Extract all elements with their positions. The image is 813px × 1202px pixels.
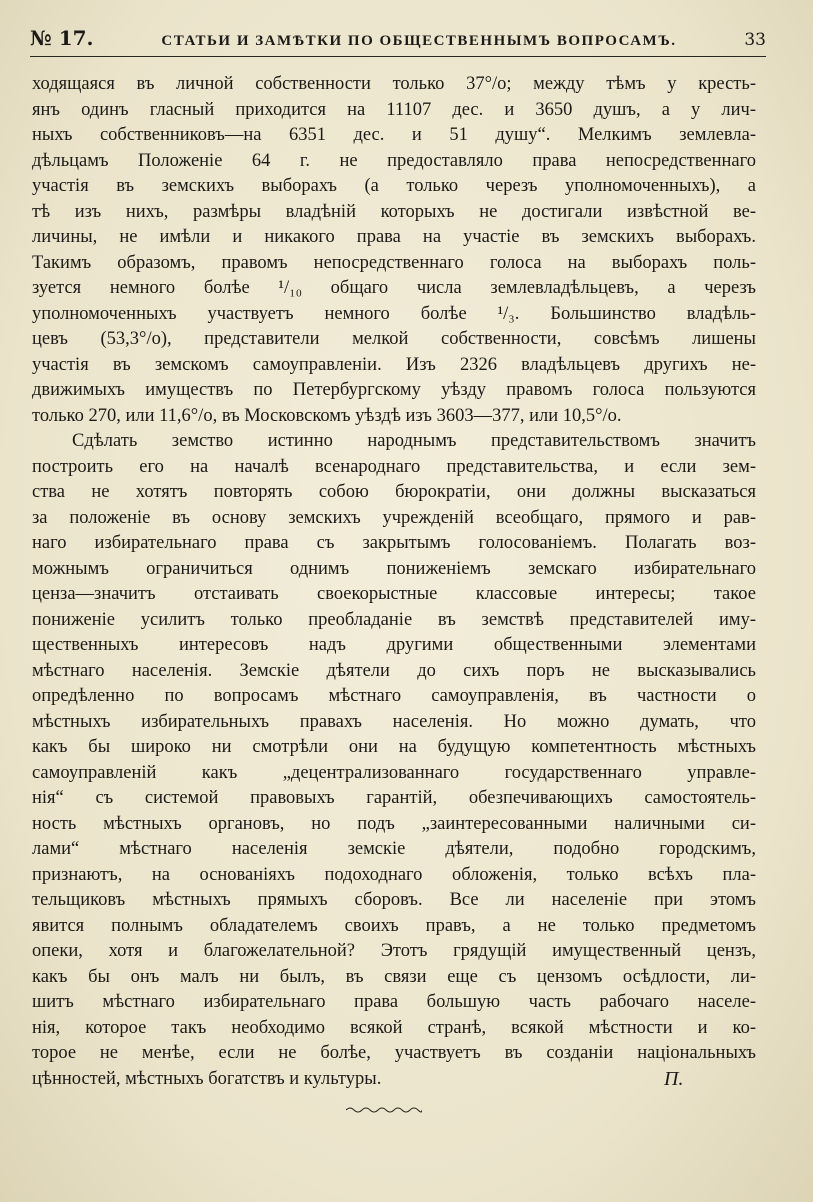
text-line: признаютъ, на основаніяхъ подоходнаго обложенія, только всѣхъ пла- [32,864,756,885]
text-line: цевъ (53,3°/о), представители мелкой собственности, совсѣмъ лишены [32,329,756,349]
text-line: янъ одинъ гласный приходится на 11107 дес. и 3650 душъ, а у лич- [32,99,756,120]
text-line: мѣстныхъ избирательныхъ правахъ населенія. Но можно думать, что [32,711,756,732]
paragraph-2 [32,429,756,1092]
text-line: щественныхъ интересовъ надъ другими общественными элементами [32,635,756,655]
text-line: какъ бы онъ малъ ни былъ, въ связи еще съ цензомъ осѣдлости, ли- [32,966,756,987]
text-line: зуется немного болѣе ¹/₁₀ общаго числа землевладѣльцевъ, а черезъ [32,278,756,298]
text-line: уполномоченныхъ участвуетъ немного болѣе ¹/₃. Большинство владѣль- [32,303,756,324]
page-number: 33 [744,30,766,50]
text-line: только 270, или 11,6°/о, въ Московскомъ уѣздѣ изъ 3603—377, или 10,5°/о. [32,405,622,426]
article-body [32,72,756,1092]
issue-number: № 17. [30,26,94,50]
author-signature: П. [664,1068,684,1090]
text-line: ныхъ собственниковъ—на 6351 дес. и 51 душу“. Мелкимъ землевла- [32,125,756,145]
text-line: опредѣленно по вопросамъ мѣстнаго самоуправленія, въ частности о [32,686,756,706]
text-line: ходящаяся въ личной собственности только 37°/о; между тѣмъ у кресть- [32,74,756,94]
text-line: самоуправленій какъ „децентрализованнаго государственнаго управле- [32,762,756,783]
text-line: пониженіе усилитъ только преобладаніе въ земствѣ представителей иму- [32,609,756,630]
text-line: можнымъ ограничиться однимъ пониженіемъ земскаго избирательнаго [32,558,756,579]
text-line: цѣнностей, мѣстныхъ богатствъ и культуры. [32,1068,382,1089]
text-line: ность мѣстныхъ органовъ, но подъ „заинтересованными наличными си- [32,813,756,834]
text-line: явится полнымъ обладателемъ своихъ правъ, а не только предметомъ [32,915,756,936]
text-line: нія, которое такъ необходимо всякой странѣ, всякой мѣстности и ко- [32,1017,756,1038]
text-line: ства не хотятъ повторять собою бюрократіи, они должны высказаться [32,482,756,502]
text-line: личины, не имѣли и никакого права на участіе въ земскихъ выборахъ. [32,227,756,247]
section-title: СТАТЬИ И ЗАМѢТКИ ПО ОБЩЕСТВЕННЫМЪ ВОПРОСАМЪ. [161,33,677,49]
text-line: какъ бы широко ни смотрѣли они на будущую компетентность мѣстныхъ [32,737,756,757]
text-line: ценза—значитъ отстаивать своекорыстные классовые интересы; такое [32,584,756,604]
text-line: Сдѣлать земство истинно народнымъ представительствомъ значитъ [72,431,756,451]
text-line: лами“ мѣстнаго населенія земскіе дѣятели, подобно городскимъ, [32,839,756,859]
running-header [30,26,766,57]
text-line: опеки, хотя и благожелательной? Этотъ грядущій имущественный цензъ, [32,941,756,961]
text-line: построить его на началѣ всенароднаго представительства, и если зем- [32,456,756,477]
text-line: Такимъ образомъ, правомъ непосредственнаго голоса на выборахъ поль- [32,252,756,273]
text-line: участія въ земскомъ самоуправленіи. Изъ 2326 владѣльцевъ другихъ не- [32,354,756,375]
text-line: движимыхъ имуществъ по Петербургскому уѣзду правомъ голоса пользуются [32,380,756,400]
wavy-divider-ornament [346,1106,422,1114]
text-line: тельщиковъ мѣстныхъ прямыхъ сборовъ. Все ли населеніе при этомъ [32,890,756,910]
text-line: мѣстнаго населенія. Земскіе дѣятели до сихъ поръ не высказывались [32,660,756,681]
text-line: тѣ изъ нихъ, размѣры владѣній которыхъ не достигали извѣстной ве- [32,201,756,222]
text-line: торое не менѣе, если не болѣе, участвуетъ въ созданіи національныхъ [32,1043,756,1063]
text-line: нія“ съ системой правовыхъ гарантій, обезпечивающихъ самостоятель- [32,788,756,808]
text-line: за положеніе въ основу земскихъ учрежденій всеобщаго, прямого и рав- [32,507,756,528]
paragraph-1 [32,72,756,429]
text-line: участія въ земскихъ выборахъ (а только черезъ уполномоченныхъ), а [32,176,756,196]
text-line: наго избирательнаго права съ закрытымъ голосованіемъ. Полагать воз- [32,533,756,553]
text-line: шитъ мѣстнаго избирательнаго права большую часть рабочаго населе- [32,992,756,1012]
text-line: дѣльцамъ Положеніе 64 г. не предоставляло права непосредственнаго [32,150,756,171]
